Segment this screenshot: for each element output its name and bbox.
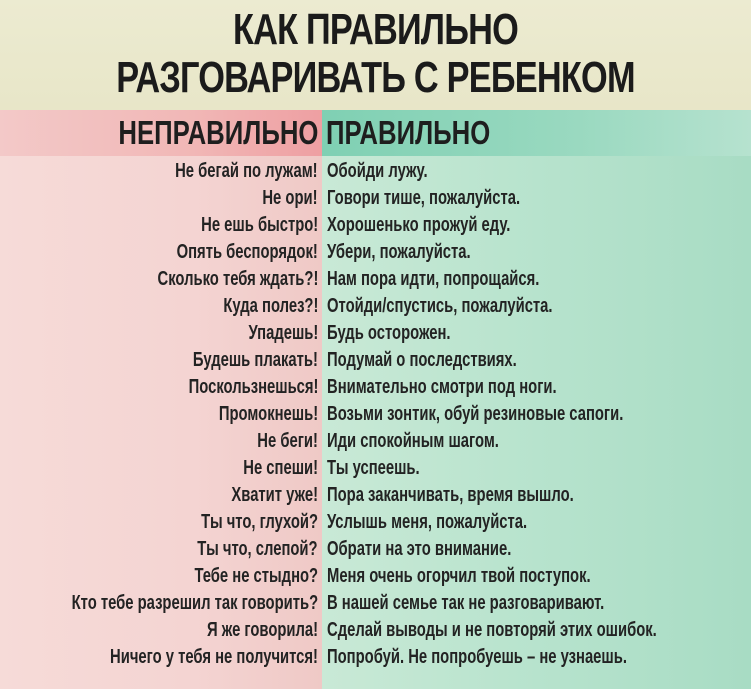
wrong-phrase: Не ешь быстро!: [200, 214, 318, 236]
table-row: [0, 430, 751, 453]
wrong-phrase: Упадешь!: [248, 322, 318, 344]
table-row: [0, 241, 751, 264]
wrong-phrase: Не беги!: [257, 430, 318, 452]
wrong-phrase: Поскользнешься!: [188, 376, 318, 398]
table-row: [0, 349, 751, 372]
wrong-phrase: Тебе не стыдно?: [194, 565, 318, 587]
right-phrase: Подумай о последствиях.: [327, 349, 517, 371]
right-phrase: Услышь меня, пожалуйста.: [327, 511, 528, 533]
table-row: [0, 268, 751, 291]
right-phrase: Говори тише, пожалуйста.: [327, 187, 521, 209]
wrong-phrase: Куда полез?!: [222, 295, 318, 317]
wrong-phrase: Не бегай по лужам!: [175, 160, 318, 182]
wrong-phrase: Ты что, слепой?: [197, 538, 318, 560]
right-phrase: Будь осторожен.: [327, 322, 451, 344]
right-phrase: Хорошенько прожуй еду.: [327, 214, 511, 236]
right-phrase: Нам пора идти, попрощайся.: [327, 268, 540, 290]
right-phrase: Убери, пожалуйста.: [327, 241, 471, 263]
table-row: [0, 511, 751, 534]
right-phrase: Обрати на это внимание.: [327, 538, 512, 560]
table-row: [0, 646, 751, 669]
right-phrase: Меня очень огорчил твой поступок.: [327, 565, 591, 587]
wrong-phrase: Опять беспорядок!: [176, 241, 318, 263]
right-phrase: Возьми зонтик, обуй резиновые сапоги.: [327, 403, 624, 425]
right-phrase: Иди спокойным шагом.: [327, 430, 499, 452]
table-row: [0, 214, 751, 237]
right-phrase: В нашей семье так не разговаривают.: [327, 592, 605, 614]
page-title: [0, 6, 751, 102]
table-row: [0, 403, 751, 426]
title-line-1: КАК ПРАВИЛЬНО: [232, 5, 519, 54]
right-phrase: Сделай выводы и не повторяй этих ошибок.: [327, 619, 657, 641]
wrong-phrase: Не спеши!: [243, 457, 318, 479]
wrong-phrase: Промокнешь!: [218, 403, 318, 425]
wrong-phrase: Хватит уже!: [231, 484, 318, 506]
table-row: [0, 187, 751, 210]
title-line-2: РАЗГОВАРИВАТЬ С РЕБЕНКОМ: [116, 53, 635, 102]
right-phrase: Попробуй. Не попробуешь – не узнаешь.: [327, 646, 627, 668]
right-phrase: Обойди лужу.: [327, 160, 428, 182]
table-row: [0, 322, 751, 345]
wrong-phrase: Кто тебе разрешил так говорить?: [71, 592, 318, 614]
right-phrase: Отойди/спустись, пожалуйста.: [327, 295, 553, 317]
wrong-phrase: Не ори!: [262, 187, 318, 209]
table-row: [0, 457, 751, 480]
right-phrase: Внимательно смотри под ноги.: [327, 376, 557, 398]
table-row: [0, 160, 751, 183]
wrong-phrase: Сколько тебя ждать?!: [157, 268, 318, 290]
table-row: [0, 565, 751, 588]
table-row: [0, 592, 751, 615]
table-row: [0, 538, 751, 561]
wrong-phrase: Я же говорила!: [206, 619, 318, 641]
right-phrase: Пора заканчивать, время вышло.: [327, 484, 574, 506]
wrong-column-header: НЕПРАВИЛЬНО: [117, 114, 318, 151]
wrong-phrase: Будешь плакать!: [193, 349, 318, 371]
table-row: [0, 376, 751, 399]
wrong-phrase: Ты что, глухой?: [201, 511, 318, 533]
table-row: [0, 484, 751, 507]
table-row: [0, 295, 751, 318]
wrong-phrase: Ничего у тебя не получится!: [110, 646, 318, 668]
right-phrase: Ты успеешь.: [327, 457, 420, 479]
right-column-header: ПРАВИЛЬНО: [326, 114, 491, 151]
table-row: [0, 619, 751, 642]
